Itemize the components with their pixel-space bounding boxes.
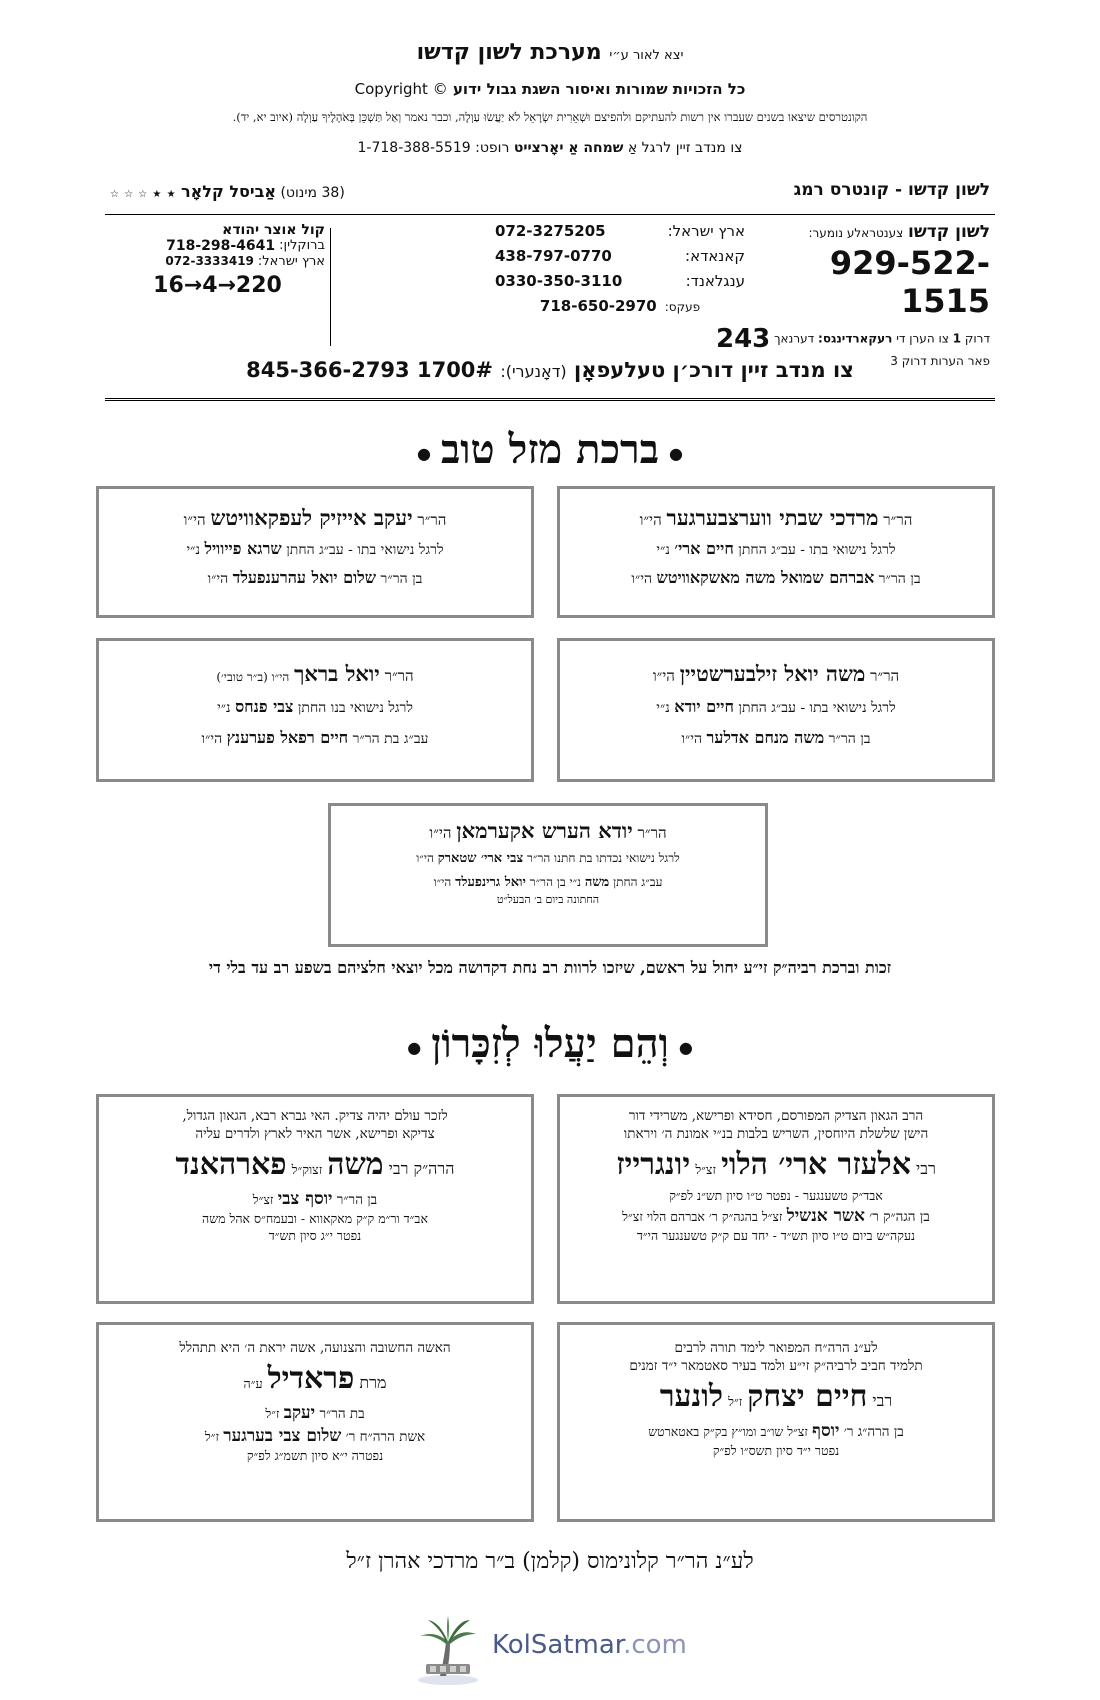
text-span: אלעזר ארי׳ הלוי bbox=[721, 1147, 911, 1183]
brooklyn-number[interactable]: 718-298-4641 bbox=[166, 238, 276, 254]
text-span: ע״ה bbox=[243, 1376, 263, 1392]
text-span: פראדיל bbox=[267, 1361, 355, 1397]
text-span: יעקב אייזיק לעפקאוויטש bbox=[210, 505, 413, 530]
text-span: הי״ו bbox=[639, 511, 662, 529]
text-span: נ״י bbox=[656, 542, 670, 559]
text-span: לרגל נישואי בתו - עב״ג החתן bbox=[738, 700, 896, 717]
donate-text: צו מנדב זיין דורכ׳ן טעלעפאָן bbox=[573, 358, 854, 382]
contact-row-number[interactable]: 0330-350-3110 bbox=[495, 272, 623, 290]
text-span: הי״ו (ב״ר טובי׳) bbox=[216, 670, 290, 684]
text-span: רבי bbox=[916, 1159, 936, 1179]
logo-com: .com bbox=[623, 1630, 687, 1660]
notice-line: הקונטרסים שיצאו בשנים שעברו אין רשות להעתיקם ולהפיצם וּשְׁאֵרִית יִשְׂרָאֵל לֹא יַעֲשׂוּ עַוְלָה, וכבר נאמר וְאַל תַּשְׁכֵּן בְּאֹהָלֶיךָ עַוְלָה (איוב יא, יד). bbox=[232, 110, 868, 124]
box-line-1 bbox=[331, 818, 765, 844]
text-span: בן הר״ר bbox=[878, 570, 921, 587]
memorial-detail bbox=[568, 1205, 984, 1228]
text-span: בן הגה״ק ר׳ bbox=[869, 1208, 930, 1225]
bullet-icon: ● bbox=[417, 443, 432, 463]
box-line-3 bbox=[331, 875, 765, 891]
sponsor-prefix: צו מנדב זיין לרגל אַ bbox=[627, 140, 743, 156]
text-span: ז״ל bbox=[728, 1394, 743, 1410]
bullet-icon: ● bbox=[407, 1037, 422, 1057]
mazel-tov-box bbox=[328, 803, 768, 947]
text-span: חיים יצחק bbox=[747, 1379, 868, 1415]
text-span: הי״ו bbox=[429, 824, 452, 842]
text-span: בן הרה״ג ר׳ bbox=[843, 1423, 904, 1440]
text-span: בן הר״ר bbox=[828, 730, 871, 747]
text-span: עב״ג בת הר״ר bbox=[352, 730, 429, 747]
contact-kol-otzar bbox=[110, 222, 325, 342]
divider bbox=[105, 214, 995, 215]
text-span: פארהאנד bbox=[175, 1147, 287, 1183]
memorial-intro: צדיקא ופרישא, אשר האיר לארץ ולדרים עליה bbox=[195, 1126, 435, 1143]
box-line-2 bbox=[331, 851, 765, 867]
rec-suffix: דערנאך bbox=[774, 331, 815, 346]
bullet-icon: ● bbox=[678, 1037, 693, 1057]
contact-row bbox=[495, 247, 745, 272]
text-span: לרגל נישואי בנו החתן bbox=[297, 700, 413, 717]
text-span: חיים ארי׳ bbox=[674, 539, 734, 559]
text-span: לרגל נישואי בתו - עב״ג החתן bbox=[286, 542, 444, 559]
rec-num: 1 bbox=[952, 331, 962, 346]
memorial-detail bbox=[107, 1402, 523, 1425]
brooklyn-line bbox=[110, 238, 325, 254]
text-span: זצ״ל bbox=[252, 1191, 274, 1207]
memorial-name bbox=[107, 1145, 523, 1186]
text-span: לרגל נישואי בתו - עב״ג החתן bbox=[738, 542, 896, 559]
memorial-intro: הרב הגאון הצדיק המפורסם, חסידא ופרישא, משרידי דור bbox=[628, 1108, 924, 1124]
text-span: משה bbox=[327, 1147, 384, 1183]
text-span: יודא הערש אקערמאן bbox=[456, 818, 633, 843]
contact-row-label: קאנאדא: bbox=[685, 247, 745, 265]
text-span: זצ״ל bbox=[695, 1162, 716, 1178]
text-span: הר״ר bbox=[870, 667, 900, 685]
rec-number: 243 bbox=[715, 324, 771, 354]
text-span: יואל גרינפעלד bbox=[455, 874, 526, 890]
mazel-tov-box bbox=[96, 638, 534, 782]
text-span: הי״ו bbox=[652, 667, 675, 685]
palm-tree-icon bbox=[410, 1612, 486, 1688]
comments-instructions: פאר הערות דרוק 3 bbox=[890, 354, 990, 368]
text-span: יוסף bbox=[812, 1420, 840, 1441]
memorial-detail: נפטר י״ג סיון תש״ד bbox=[268, 1227, 362, 1243]
booklet-title: לשון קדשו - קונטרס רמג bbox=[793, 180, 990, 200]
text-span: עב״ג החתן bbox=[613, 874, 663, 889]
logo-main: KolSatmar bbox=[492, 1630, 624, 1660]
text-span: יוסף צבי bbox=[277, 1188, 333, 1209]
box-line-3 bbox=[560, 728, 992, 749]
text-span: הר״ר bbox=[637, 824, 667, 842]
memorial-dedication: לע״נ הר״ר קלונימוס (קלמן) ב״ר מרדכי אהרן ז״ל bbox=[346, 1549, 754, 1574]
memorial-box bbox=[557, 1094, 995, 1304]
bullet-icon: ● bbox=[668, 443, 683, 463]
sponsor-suffix: רופט: 1-718-388-5519 bbox=[357, 140, 510, 156]
memorial-name bbox=[107, 1359, 523, 1400]
text-span: הי״ו bbox=[416, 851, 434, 866]
text-span: הי״ו bbox=[207, 570, 229, 587]
text-span: לרגל נישואי נכדתו בת חתנו הר״ר bbox=[526, 851, 680, 866]
memorial-box bbox=[557, 1322, 995, 1522]
merit-blessing: זכות וברכת רביה״ק זי״ע יחול על ראשם, שיזכו לרוות רב נחת דקדושה מכל יוצאי חלציהם בשפע רב עד בלי די bbox=[208, 958, 892, 977]
rec-mid: צו הערן די bbox=[896, 331, 949, 346]
memorial-detail bbox=[568, 1420, 984, 1443]
memorial-detail: אב״ד ור״מ ק״ק מאקאווא - ובעמח״ס אהל משה bbox=[202, 1210, 428, 1226]
contact-main-bold: לשון קדשו bbox=[907, 222, 990, 242]
publisher-line bbox=[60, 40, 1040, 65]
box-line-3 bbox=[99, 568, 531, 589]
text-span: לונער bbox=[659, 1379, 723, 1415]
kolsatmar-logo[interactable] bbox=[410, 1612, 690, 1682]
text-span: חיים יודא bbox=[674, 697, 734, 717]
sponsor-bold: שמחה אַ יאָרצייט bbox=[513, 140, 624, 156]
mazel-tov-box bbox=[557, 486, 995, 618]
copyright-text: Copyright © bbox=[354, 80, 448, 98]
text-span: הי״ו bbox=[183, 511, 206, 529]
mazel-tov-heading bbox=[0, 426, 1100, 473]
menu-path: 16→4→220 bbox=[153, 273, 282, 298]
text-span: יואל בראך bbox=[294, 661, 380, 686]
text-span: מרת bbox=[359, 1373, 387, 1393]
memorial-intro: לע״נ הרה״ח המפואר לימד תורה לרבים bbox=[674, 1340, 878, 1356]
text-span: הר״ר bbox=[384, 667, 414, 685]
memorial-detail bbox=[107, 1188, 523, 1211]
vertical-divider bbox=[330, 228, 331, 346]
text-span: רבי bbox=[872, 1391, 893, 1411]
israel-label: ארץ ישראל: bbox=[257, 254, 325, 269]
box-line-1 bbox=[99, 505, 531, 531]
text-span: הי״ו bbox=[631, 570, 653, 587]
rights-text: כל הזכויות שמורות ואיסור השגת גבול ידוע bbox=[452, 80, 746, 98]
memorial-detail: אבד״ק טשענגער - נפטר ט״ו סיון תש״נ לפ״ק bbox=[669, 1187, 883, 1203]
box-line-1 bbox=[99, 661, 531, 687]
mazel-tov-box bbox=[557, 638, 995, 782]
text-span: נ״י bbox=[186, 542, 201, 559]
text-span: אשת הרה״ח ר׳ bbox=[345, 1428, 426, 1445]
box-line-1 bbox=[560, 661, 992, 687]
contact-row-label: פעקס: bbox=[664, 300, 701, 314]
contact-row-number[interactable]: 438-797-0770 bbox=[495, 247, 612, 265]
audio-duration: (38 מינוט) bbox=[280, 185, 345, 201]
brooklyn-label: ברוקלין: bbox=[279, 238, 325, 253]
contact-row bbox=[495, 297, 745, 322]
donate-small: (דאָנערי): bbox=[500, 362, 567, 381]
donate-line bbox=[100, 358, 1000, 382]
donate-number[interactable]: 845-366-2793 1700# bbox=[246, 358, 494, 382]
text-span: נ״י בן הר״ר bbox=[529, 874, 582, 889]
contact-main-small: צענטראלע נומער: bbox=[808, 226, 904, 240]
text-span: הי״ו bbox=[681, 730, 703, 747]
box-line-4: החתונה ביום ב׳ הבעל״ט bbox=[496, 892, 600, 906]
rights-line bbox=[60, 80, 1040, 98]
rec-bold: רעקארדינגס: bbox=[818, 331, 893, 346]
box-line-2 bbox=[99, 539, 531, 560]
memorial-detail: נפטרה י״א סיון תשמ״ג לפ״ק bbox=[246, 1447, 384, 1463]
text-span: צבי ארי׳ שטארק bbox=[437, 851, 524, 867]
recordings-instructions bbox=[715, 324, 990, 354]
text-span: משה יואל זילבערשטיין bbox=[679, 661, 866, 686]
text-span: שלום צבי בערגער bbox=[223, 1425, 342, 1446]
sponsor-line bbox=[60, 140, 1040, 156]
box-line-2 bbox=[560, 697, 992, 718]
memorial-detail bbox=[107, 1425, 523, 1448]
text-span: הרה״ק רבי bbox=[388, 1159, 455, 1179]
box-line-1 bbox=[560, 505, 992, 531]
memorial-name bbox=[568, 1377, 984, 1418]
text-span: זצ״ל שו״ב ומו״ץ בק״ק באטארטש bbox=[648, 1423, 808, 1439]
box-line-2 bbox=[99, 697, 531, 718]
memorial-intro: הישן שלשלת היוחסין, השריש בלבות בנ״י אמונת ה׳ ויראתו bbox=[623, 1126, 929, 1143]
mazel-tov-box bbox=[96, 486, 534, 618]
text-span: הי״ו bbox=[433, 874, 452, 889]
contact-row bbox=[495, 222, 745, 247]
contact-row-number[interactable]: 718-650-2970 bbox=[539, 297, 657, 315]
text-span: הר״ר bbox=[417, 511, 447, 529]
rec-prefix: דרוק bbox=[964, 331, 990, 346]
text-span: הי״ו bbox=[201, 730, 223, 747]
text-span: ז״ל bbox=[204, 1428, 219, 1444]
memorial-heading bbox=[0, 1020, 1100, 1067]
box-line-2 bbox=[560, 539, 992, 560]
main-phone-number[interactable]: 929-522-1515 bbox=[829, 244, 990, 320]
publisher-prefix: יצא לאור ע״י bbox=[609, 48, 684, 63]
contact-international bbox=[495, 222, 745, 342]
text-span: צבי פנחס bbox=[235, 697, 294, 717]
text-span: יעקב bbox=[283, 1402, 316, 1423]
contact-row bbox=[495, 272, 745, 297]
double-divider bbox=[105, 398, 995, 401]
text-span: בן הר״ר bbox=[380, 570, 423, 587]
contact-row-label: ענגלאנד: bbox=[685, 272, 745, 290]
audio-info bbox=[110, 182, 345, 201]
memorial-title: וְהֵם יַעֲלוּ לְזִכָּרוֹן bbox=[431, 1020, 669, 1067]
text-span: בת הר״ר bbox=[319, 1405, 365, 1422]
box-line-3 bbox=[560, 568, 992, 589]
memorial-detail: נעקה״ש ביום ט״ו סיון תש״ד - יחד עם ק״ק טשענגער הי״ד bbox=[636, 1227, 916, 1243]
text-span: אשר אנשיל bbox=[786, 1205, 865, 1226]
logo-text[interactable] bbox=[492, 1630, 687, 1660]
memorial-box bbox=[96, 1322, 534, 1522]
text-span: יונגרייז bbox=[616, 1147, 691, 1183]
publisher-name: מערכת לשון קדשו bbox=[416, 40, 602, 65]
memorial-box bbox=[96, 1094, 534, 1304]
israel-line bbox=[110, 254, 325, 269]
contact-row-number[interactable]: 072-3275205 bbox=[495, 222, 606, 240]
text-span: זצ״ל בהגה״ק ר׳ אברהם הלוי זצ״ל bbox=[622, 1208, 783, 1224]
memorial-detail: נפטר י״ד סיון תשס״ו לפ״ק bbox=[712, 1442, 840, 1458]
text-span: משה bbox=[584, 874, 610, 890]
audio-speaker: אַביסל קלאָר bbox=[181, 182, 276, 201]
text-span: ז״ל bbox=[265, 1405, 280, 1421]
text-span: שרגא פייוויל bbox=[204, 539, 282, 559]
rating-stars-icon: ★ ★ ☆ ☆ ☆ bbox=[110, 189, 177, 200]
box-line-3 bbox=[99, 728, 531, 749]
israel-number[interactable]: 072-3333419 bbox=[165, 254, 254, 268]
memorial-intro: האשה החשובה והצנועה, אשה יראת ה׳ היא תתהלל bbox=[179, 1340, 451, 1356]
memorial-name bbox=[568, 1145, 984, 1186]
text-span: נ״י bbox=[656, 700, 670, 717]
mazel-tov-title: ברכת מזל טוב bbox=[441, 426, 659, 473]
text-span: נ״י bbox=[217, 700, 231, 717]
text-span: בן הר״ר bbox=[336, 1191, 378, 1208]
text-span: זצוק״ל bbox=[291, 1162, 323, 1178]
contact-main-label bbox=[755, 222, 990, 242]
memorial-intro: לזכר עולם יהיה צדיק. האי גברא רבא, הגאון הגדול, bbox=[182, 1108, 448, 1124]
text-span: מרדכי שבתי ווערצבערגער bbox=[666, 505, 879, 530]
kol-otzar-title: קול אוצר יהודא bbox=[222, 222, 325, 238]
contact-row-label: ארץ ישראל: bbox=[667, 222, 745, 240]
memorial-intro: תלמיד חביב לרביה״ק זי״ע ולמד בעיר סאטמאר י״ד זמנים bbox=[629, 1358, 923, 1375]
text-span: חיים רפאל פערענץ bbox=[226, 727, 349, 747]
text-span: אברהם שמואל משה מאשקאוויטש bbox=[656, 567, 875, 587]
text-span: שלום יואל עהרענפעלד bbox=[232, 567, 377, 587]
text-span: הר״ר bbox=[883, 511, 913, 529]
text-span: משה מנחם אדלער bbox=[706, 727, 825, 747]
